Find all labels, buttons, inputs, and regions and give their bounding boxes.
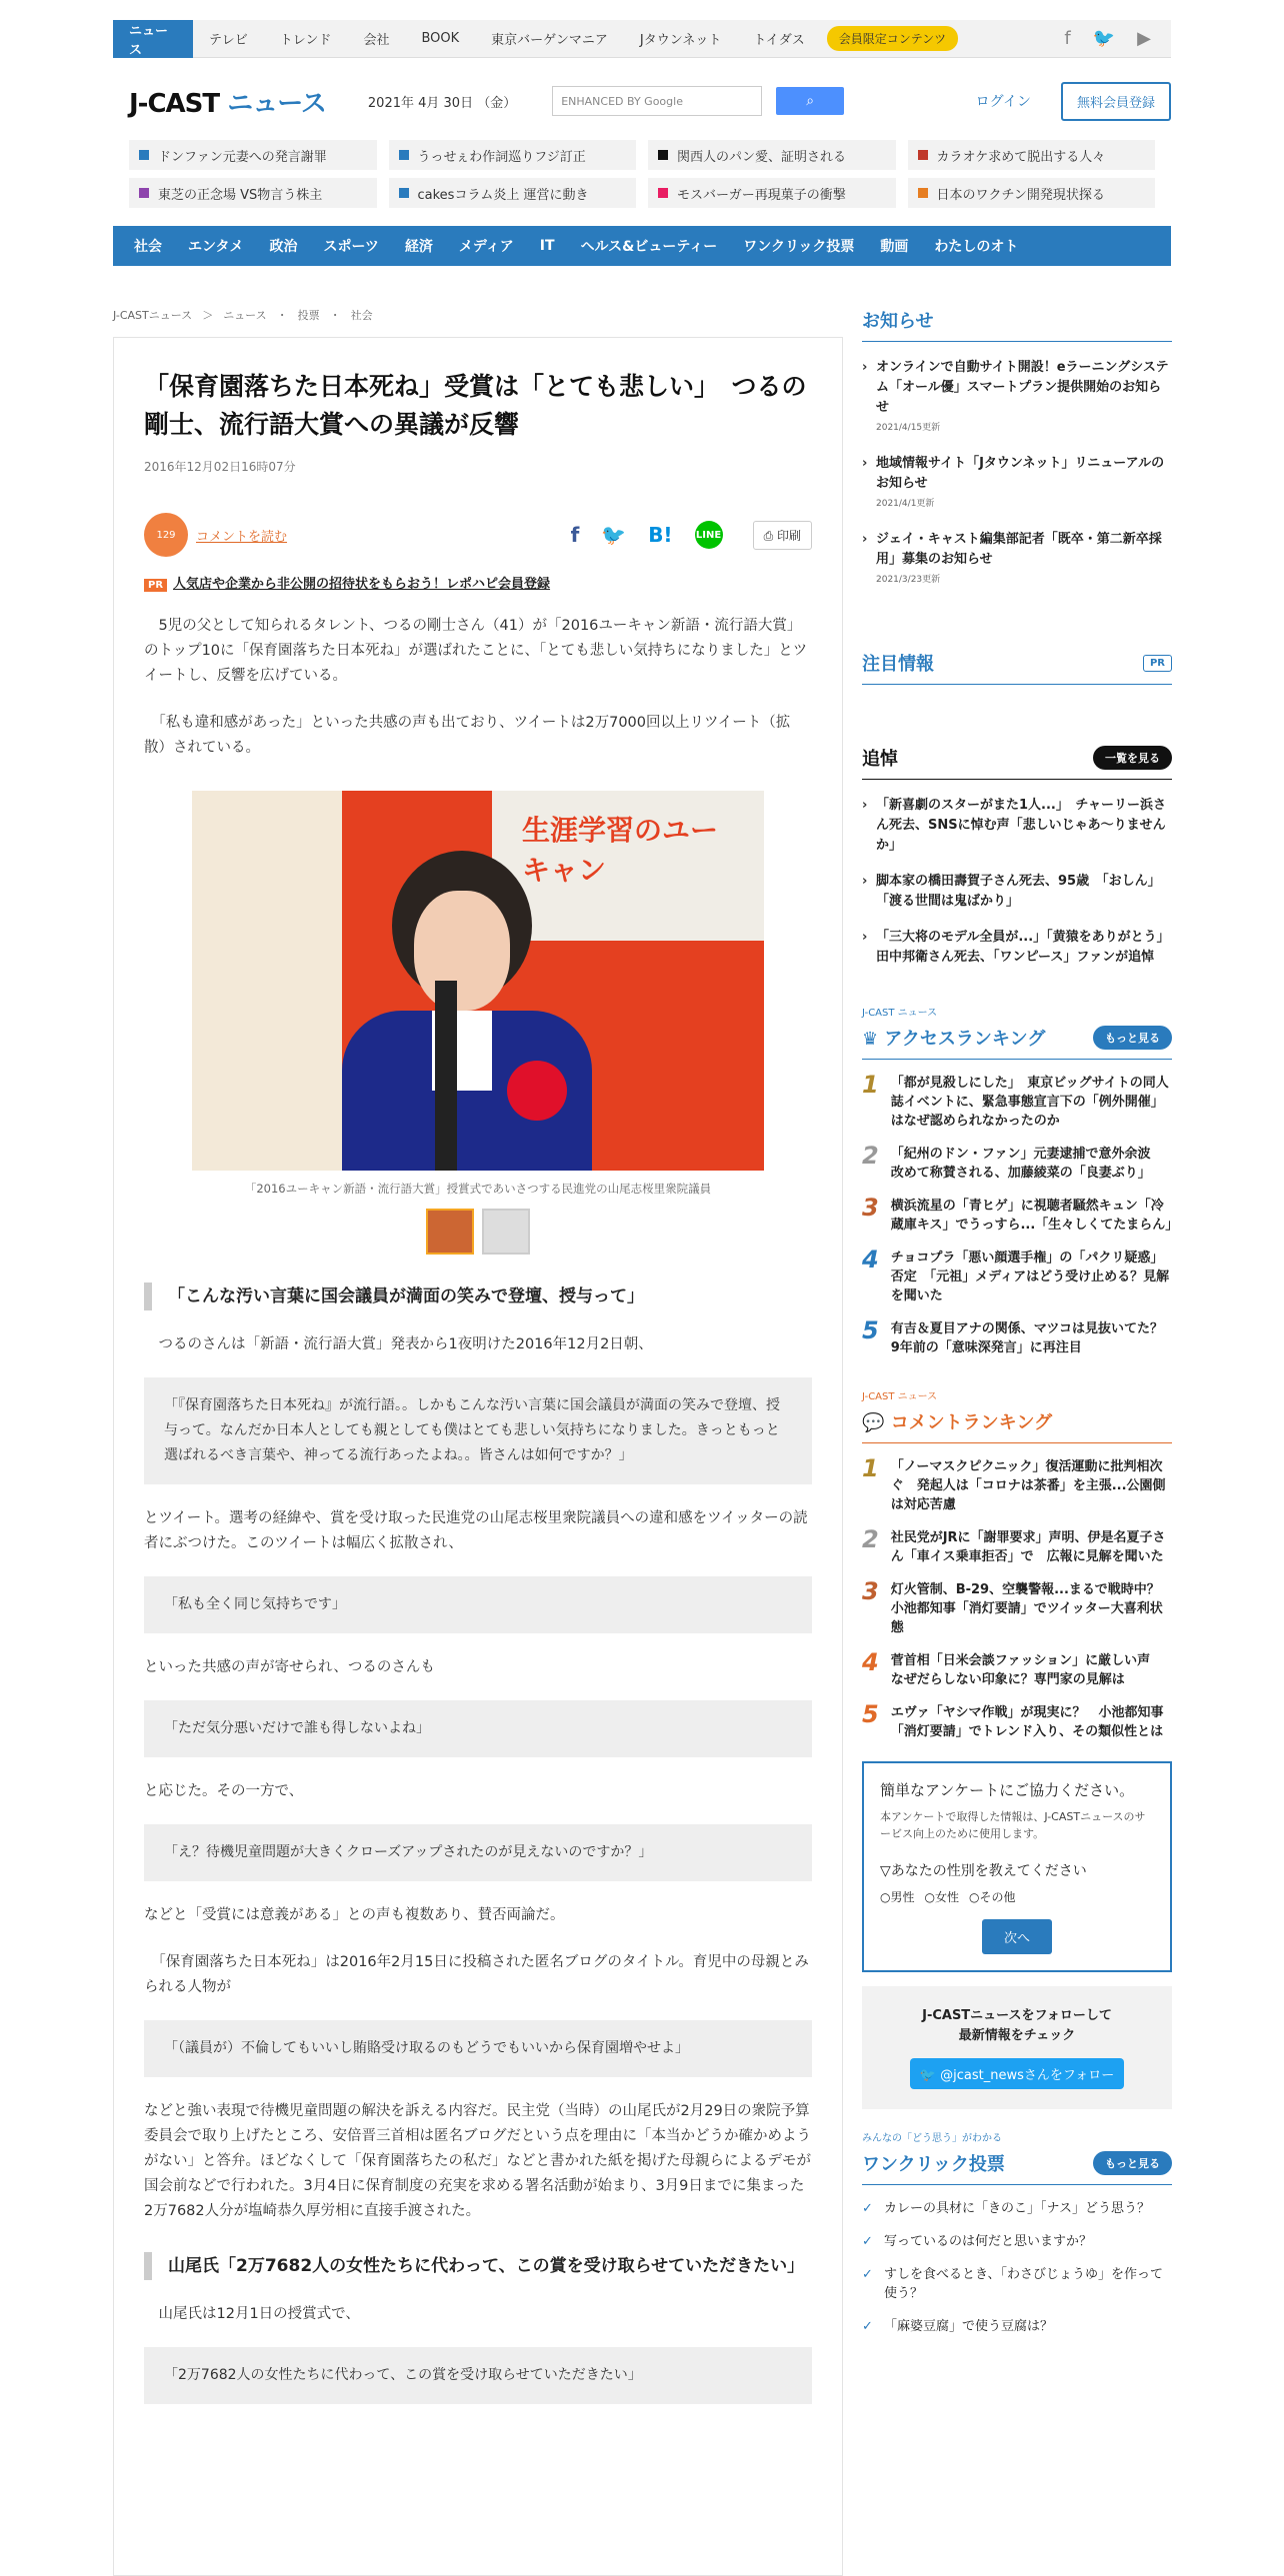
- topic-label: 日本のワクチン開発現状探る: [936, 187, 1105, 203]
- notice-text: › 地域情報サイト「Jタウンネット」リニューアルのお知らせ: [876, 456, 1165, 491]
- paragraph: 「私も違和感があった」といった共感の声も出ており、ツイートは2万7000回以上リツイート（拡散）されている。: [144, 715, 791, 756]
- topic-bullet-icon: [918, 188, 928, 198]
- follow-box: [862, 1986, 1172, 2109]
- vote-item[interactable]: ✓ 「麻婆豆腐」で使う豆腐は？: [862, 2317, 1172, 2336]
- comment-ranking-list: [862, 1454, 1173, 1741]
- topic-link[interactable]: [648, 178, 896, 208]
- search-input[interactable]: ENHANCED BY Google: [552, 86, 762, 116]
- notice-text: › オンラインで自動サイト開設！eラーニングシステム「オール優」スマートプラン提供開始のお知らせ: [876, 360, 1169, 415]
- section-heading: 「こんな汚い言葉に国会議員が満面の笑みで登壇、授与って」: [144, 1283, 812, 1310]
- ranking-item[interactable]: [862, 1525, 1172, 1566]
- ranking-text: 有吉＆夏目アナの関係、マツコは見抜いてた？ 9年前の「意味深発言」に再注目: [890, 1321, 1177, 1355]
- rank-number: 3: [862, 1194, 879, 1222]
- survey-question: ▽あなたの性別を教えてください: [880, 1863, 1087, 1879]
- twitter-follow-button[interactable]: 🐦 @jcast_newsさんをフォロー: [910, 2058, 1124, 2089]
- thumbnail-1[interactable]: [426, 1209, 474, 1255]
- topic-label: 東芝の正念場 VS物言う株主: [158, 187, 323, 203]
- comment-icon: 💬: [862, 1412, 891, 1433]
- ranking-text: 「紀州のドン・ファン」元妻逮捕で意外余波 改めて称賛される、加藤綾菜の「良妻ぶり」: [890, 1147, 1164, 1181]
- survey-box: [862, 1761, 1172, 1972]
- ranking-text: 社民党がJRに「謝罪要求」声明、伊是名夏子さん「車イス乗車拒否」で 広報に見解を聞いた: [890, 1530, 1166, 1564]
- topic-label: cakesコラム炎上 運営に動き: [417, 187, 589, 203]
- vote-item[interactable]: ✓ カレーの具材に「きのこ」「ナス」どう思う？: [862, 2199, 1172, 2218]
- topic-link[interactable]: [648, 140, 896, 170]
- site-logo[interactable]: J-CAST ニュース: [129, 88, 326, 119]
- topnav-news[interactable]: ニュース: [113, 20, 193, 58]
- tsuiseki-item[interactable]: › 「三大将のモデル全員が...」「黄猿をありがとう」 田中邦衛さん死去、「ワンピース」ファンが追悼: [862, 928, 1172, 968]
- article: [113, 337, 843, 2576]
- ranking-item[interactable]: [862, 1454, 1172, 1514]
- rank-number: 3: [862, 1577, 879, 1605]
- comment-ranking-heading: 💬 コメントランキング: [862, 1408, 1172, 1443]
- category-link[interactable]: IT: [539, 238, 555, 254]
- topnav-book[interactable]: BOOK: [421, 31, 460, 46]
- paragraph: と応じた。その一方で、: [144, 1783, 304, 1799]
- category-link[interactable]: 動画: [880, 239, 909, 255]
- notice-list: [862, 358, 1172, 590]
- crumb-vote[interactable]: 投票: [297, 309, 320, 322]
- social-links: [1064, 28, 1171, 49]
- comment-count-badge[interactable]: 129: [144, 513, 188, 557]
- attention-heading: 注目情報 PR: [862, 650, 1172, 685]
- ranking-icon: ♛: [862, 1029, 885, 1050]
- notice-text: › ジェイ・キャスト編集部記者「既卒・第二新卒採用」募集のお知らせ: [876, 532, 1162, 567]
- facebook-share-icon[interactable]: f: [570, 523, 580, 547]
- topic-bullet-icon: [399, 150, 409, 160]
- rank-number: 5: [862, 1316, 879, 1344]
- topic-bullet-icon: [399, 188, 409, 198]
- search-icon: ⌕: [806, 93, 815, 109]
- line-share-icon[interactable]: LINE: [695, 521, 723, 549]
- topic-bullet-icon: [658, 188, 668, 198]
- rank-number: 1: [862, 1071, 879, 1099]
- rank-number: 4: [862, 1246, 879, 1274]
- topic-link[interactable]: [129, 178, 377, 208]
- topic-bullet-icon: [918, 150, 928, 160]
- register-button[interactable]: 無料会員登録: [1061, 82, 1171, 121]
- topic-label: モスバーガー再現菓子の衝撃: [677, 187, 846, 203]
- paragraph: といった共感の声が寄せられ、つるのさんも: [144, 1659, 435, 1675]
- current-date: 2021年 4月 30日 （金）: [367, 95, 517, 111]
- topnav-tv[interactable]: テレビ: [209, 33, 248, 48]
- ranking-text: 「都が見殺しにした」 東京ビッグサイトの同人誌イベントに、緊急事態宣言下の「例外開催」はなぜ認められなかったのか: [890, 1076, 1169, 1129]
- section-label: J-CAST ニュース: [862, 1391, 938, 1402]
- category-link[interactable]: ワンクリック投票: [743, 239, 855, 255]
- quote: 「『保育園落ちた日本死ね』が流行語。。しかもこんな汚い言葉に国会議員が満面の笑みで登壇、授与って。なんだか日本人としても親としても僕はとても悲しい気持ちになりました。きっともっと選ばれるべき言葉や、神ってる流行あったよね。。皆さんは如何ですか？」: [144, 1377, 812, 1484]
- category-link[interactable]: 経済: [404, 239, 433, 255]
- publish-date: 2016年12月02日16時07分: [144, 460, 296, 474]
- topic-bullet-icon: [139, 188, 149, 198]
- ranking-text: 菅首相「日米会談ファッション」に厳しい声 なぜだらしない印象に？専門家の見解は: [890, 1653, 1164, 1687]
- speaker-face: [414, 891, 510, 1011]
- topnav-bargain[interactable]: 東京バーゲンマニア: [491, 33, 608, 48]
- printer-icon: ⎙: [763, 528, 777, 543]
- access-more-button[interactable]: もっと見る: [1093, 1026, 1172, 1050]
- survey-next-button[interactable]: 次へ: [982, 1919, 1052, 1954]
- topic-link[interactable]: [389, 178, 637, 208]
- paragraph: などと「受賞には意義がある」との声も複数あり、賛否両論だ。: [144, 1907, 565, 1923]
- survey-options: [880, 1888, 1154, 1905]
- rosette-decoration: [507, 1061, 567, 1121]
- paragraph: などと強い表現で待機児童問題の解決を訴える内容だ。民主党（当時）の山尾氏が2月29日の衆院予算委員会で取り上げたところ、安倍晋三首相は匿名ブログだという点を理由に「本当かどうか確かめようがない」と答弁。ほどなくして「保育園落ちたの私だ」などと書かれた紙を掲げた母親らによるデモが国会前などで行われた。3月4日に保育制度の充実を求める署名活動が始まり、3月9日までに集まった2万7682人分が塩崎恭久厚労相に直接手渡された。: [144, 2103, 811, 2219]
- twitter-icon[interactable]: 🐦: [1092, 28, 1116, 49]
- notice-date: 2021/4/15更新: [876, 423, 941, 433]
- section-label: J-CAST ニュース: [862, 1008, 938, 1019]
- ranking-item[interactable]: [862, 1577, 1173, 1637]
- thumbnail-2[interactable]: [482, 1209, 530, 1255]
- category-link[interactable]: メディア: [458, 239, 514, 255]
- paragraph: 山尾氏は12月1日の授賞式で、: [144, 2306, 360, 2322]
- read-comments-link[interactable]: コメントを読む: [196, 529, 288, 545]
- topnav-trend[interactable]: トレンド: [279, 33, 332, 48]
- topic-label: ドンファン元妻への発言謝罪: [158, 149, 327, 165]
- login-link[interactable]: ログイン: [975, 94, 1031, 110]
- vote-heading: ワンクリック投票 もっと見る: [862, 2150, 1172, 2185]
- topnav-jtown[interactable]: Jタウンネット: [639, 33, 722, 48]
- photo-caption: 「2016ユーキャン新語・流行語大賞」授賞式であいさつする民進党の山尾志桜里衆院議員: [244, 1182, 712, 1196]
- facebook-icon[interactable]: f: [1064, 28, 1071, 49]
- topic-link[interactable]: [908, 140, 1156, 170]
- access-ranking-list: [862, 1071, 1179, 1357]
- topic-link[interactable]: [908, 178, 1156, 208]
- backdrop-banner: 生涯学習のユーキャン: [492, 791, 764, 941]
- top-nav: [113, 20, 1171, 58]
- follow-text: J-CASTニュースをフォローして最新情報をチェック: [922, 2008, 1112, 2043]
- ranking-item[interactable]: [862, 1316, 1177, 1357]
- notice-item[interactable]: [862, 358, 1172, 438]
- share-bar: [144, 513, 812, 557]
- radio-female[interactable]: ○女性: [924, 1890, 959, 1904]
- paragraph: 5児の父として知られるタレント、つるの剛士さん（41）が「2016ユーキャン新語・流行語大賞」のトップ10に「保育園落ちた日本死ね」が選ばれたことに、「とても悲しい気持ちになりました」とツイートし、反響を広げている。: [144, 618, 808, 684]
- crumb-society[interactable]: 社会: [350, 309, 373, 322]
- category-link[interactable]: スポーツ: [323, 239, 379, 255]
- radio-male[interactable]: ○男性: [880, 1890, 915, 1904]
- topic-links: [113, 140, 1171, 208]
- notice-date: 2021/3/23更新: [876, 575, 941, 585]
- hatena-share-icon[interactable]: B!: [648, 523, 673, 547]
- sidebar: [862, 307, 1179, 2336]
- category-nav: [113, 226, 1171, 266]
- category-link[interactable]: ヘルス&ビューティー: [580, 239, 718, 255]
- youtube-icon[interactable]: ▶: [1137, 28, 1151, 49]
- crumb-news[interactable]: ニュース: [223, 309, 267, 322]
- topic-label: 関西人のパン愛、証明される: [677, 149, 847, 165]
- ranking-item[interactable]: [862, 1142, 1172, 1183]
- twitter-icon: 🐦: [919, 2068, 941, 2083]
- page-title: 「保育園落ちた日本死ね」受賞は「とても悲しい」 つるの剛士、流行語大賞への異議が反響: [144, 372, 807, 439]
- category-link[interactable]: 政治: [269, 239, 298, 255]
- quote: 「ただ気分悪いだけで誰も得しないよね」: [144, 1700, 812, 1757]
- ranking-text: チョコプラ「悪い顔選手権」の「パクリ疑惑」否定 「元祖」メディアはどう受け止める？見解を聞いた: [890, 1251, 1170, 1303]
- notice-date: 2021/4/1更新: [876, 499, 935, 509]
- ranking-item[interactable]: [862, 1194, 1179, 1235]
- crumb-home[interactable]: J-CASTニュース: [113, 309, 193, 322]
- print-button[interactable]: ⎙ 印刷: [753, 521, 812, 550]
- article-photo[interactable]: [192, 791, 764, 1171]
- tsuiseki-more-button[interactable]: 一覧を見る: [1093, 746, 1172, 770]
- quote: 「私も全く同じ気持ちです」: [144, 1576, 812, 1633]
- ranking-text: 横浜流星の「青ヒゲ」に視聴者騒然キュン「冷蔵庫キス」でうっすら...「生々しくてたまらん」: [890, 1199, 1179, 1233]
- ranking-text: 灯火管制、B-29、空襲警報...まるで戦時中？ 小池都知事「消灯要請」でツイッター大喜利状態: [890, 1582, 1173, 1635]
- tsuiseki-list: [862, 796, 1177, 968]
- topic-label: カラオケ求めて脱出する人々: [936, 149, 1106, 165]
- survey-note: 本アンケートで取得した情報は、J-CASTニュースのサービス向上のために使用します。: [880, 1810, 1146, 1840]
- vote-item[interactable]: ✓ 写っているのは何だと思いますか？: [862, 2232, 1172, 2251]
- vote-item[interactable]: ✓ すしを食べるとき、「わさびじょうゆ」を作って使う？: [862, 2265, 1172, 2303]
- access-ranking-heading: ♛ アクセスランキング もっと見る: [862, 1025, 1172, 1060]
- ranking-item[interactable]: [862, 1246, 1172, 1305]
- tsuiseki-item[interactable]: › 脚本家の橋田壽賀子さん死去、95歳 「おしん」「渡る世間は鬼ばかり」: [862, 872, 1172, 912]
- member-content-button[interactable]: 会員限定コンテンツ: [827, 26, 958, 51]
- tsuiseki-heading: 追悼 一覧を見る: [862, 745, 1172, 780]
- topnav-company[interactable]: 会社: [363, 33, 390, 48]
- quote: 「え？待機児童問題が大きくクローズアップされたのが見えないのですか？」: [144, 1824, 812, 1881]
- category-link[interactable]: わたしのオト: [934, 239, 1019, 255]
- rank-number: 4: [862, 1648, 879, 1676]
- rank-number: 1: [862, 1454, 879, 1482]
- ranking-item[interactable]: [862, 1648, 1172, 1689]
- notice-item[interactable]: [862, 530, 1172, 590]
- topnav-toidas[interactable]: トイダス: [753, 33, 805, 48]
- paragraph: つるのさんは「新語・流行語大賞」発表から1夜明けた2016年12月2日朝、: [144, 1336, 653, 1352]
- topic-label: うっせぇわ作詞巡りフジ訂正: [417, 149, 586, 165]
- rank-number: 5: [862, 1700, 879, 1728]
- microphone-stand: [435, 981, 457, 1171]
- site-header: [113, 70, 1171, 132]
- section-label: みんなの「どう思う」がわかる: [862, 2133, 1002, 2144]
- notice-item[interactable]: [862, 454, 1172, 514]
- topic-bullet-icon: [139, 150, 149, 160]
- photo-thumbnails: [144, 1209, 812, 1255]
- twitter-share-icon[interactable]: 🐦: [601, 523, 627, 547]
- ranking-text: 「ノーマスクピクニック」復活運動に批判相次ぐ 発起人は「コロナは茶番」を主張...公園側は対応苦慮: [890, 1459, 1166, 1512]
- quote: 「（議員が）不倫してもいいし賄賂受け取るのもどうでもいいから保育園増やせよ」: [144, 2020, 812, 2077]
- category-link[interactable]: エンタメ: [188, 239, 244, 255]
- tsuiseki-item[interactable]: › 「新喜劇のスターがまた1人...」 チャーリー浜さん死去、SNSに悼む声「悲しいじゃあ～りませんか」: [862, 796, 1172, 856]
- section-heading: 山尾氏「2万7682人の女性たちに代わって、この賞を受け取らせていただきたい」: [144, 2252, 812, 2280]
- rank-number: 2: [862, 1525, 879, 1553]
- rank-number: 2: [862, 1142, 879, 1170]
- category-link[interactable]: 社会: [134, 239, 162, 255]
- notice-heading: お知らせ: [862, 307, 1172, 342]
- search-button[interactable]: [776, 87, 844, 115]
- pr-link[interactable]: PR 人気店や企業から非公開の招待状をもらおう！レポハピ会員登録: [144, 573, 812, 592]
- vote-more-button[interactable]: もっと見る: [1093, 2151, 1172, 2175]
- topic-link[interactable]: [129, 140, 377, 170]
- ranking-item[interactable]: [862, 1700, 1172, 1741]
- breadcrumb: J-CASTニュース ＞ ニュース ・ 投票 ・ 社会: [113, 309, 373, 322]
- survey-title: 簡単なアンケートにご協力ください。: [880, 1781, 1135, 1799]
- vote-list: [862, 2199, 1172, 2336]
- topic-bullet-icon: [658, 150, 668, 160]
- ranking-item[interactable]: [862, 1071, 1172, 1131]
- ranking-text: エヴァ「ヤシマ作戦」が現実に？ 小池都知事「消灯要請」でトレンド入り、その類似性とは: [890, 1705, 1164, 1739]
- quote: 「2万7682人の女性たちに代わって、この賞を受け取らせていただきたい」: [144, 2347, 812, 2404]
- paragraph: 「保育園落ちた日本死ね」は2016年2月15日に投稿された匿名ブログのタイトル。育児中の母親とみられる人物が: [144, 1954, 809, 1995]
- paragraph: とツイート。選考の経緯や、賞を受け取った民進党の山尾志桜里衆院議員への違和感をツイッターの読者にぶつけた。このツイートは幅広く拡散され、: [144, 1510, 808, 1551]
- radio-other[interactable]: ○その他: [969, 1890, 1016, 1904]
- topic-link[interactable]: [389, 140, 637, 170]
